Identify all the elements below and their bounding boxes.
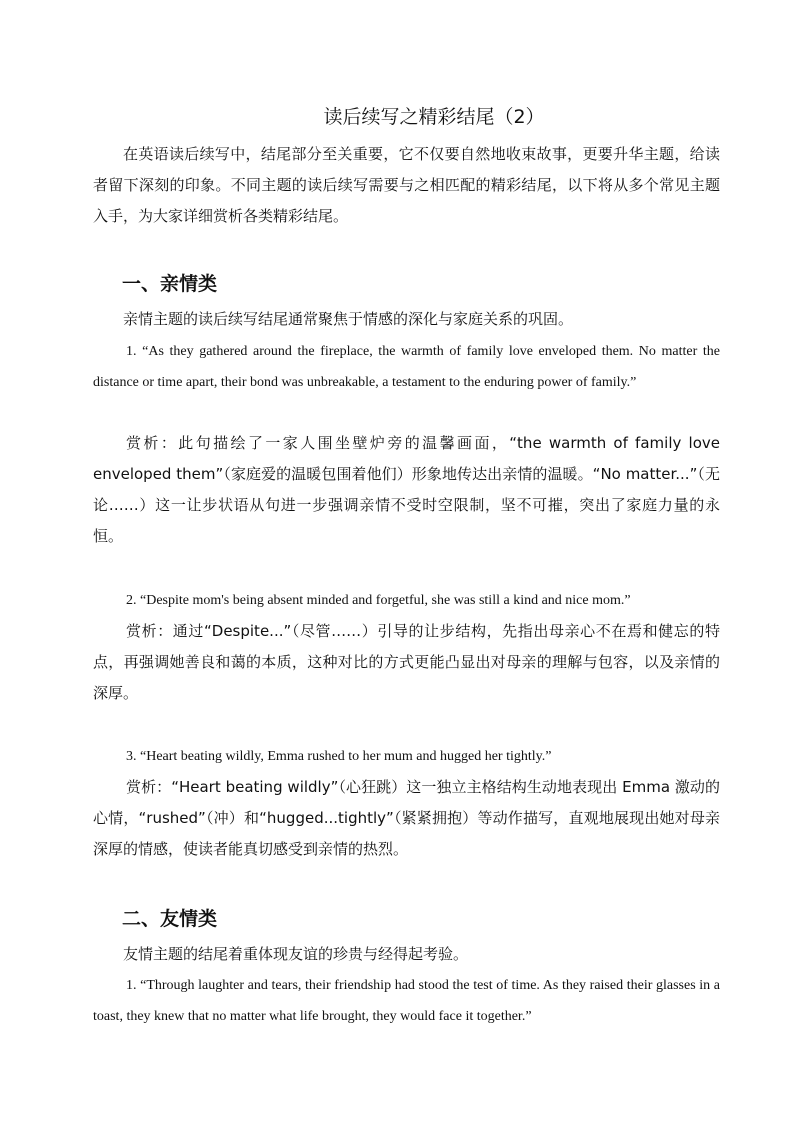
section-heading-family: 一、亲情类 <box>122 273 218 295</box>
section-lead-friendship: 友情主题的结尾着重体现友谊的珍贵与经得起考验。 <box>123 945 469 963</box>
document-title: 读后续写之精彩结尾（2） <box>323 106 545 128</box>
friendship-quote-1: 1. “Through laughter and tears, their friendship had stood the test of time. As they raised their glasses in a toast, they knew that no matter what life brought, they would face it together.” <box>93 978 720 1024</box>
family-analysis-2: 赏析：通过“Despite...”（尽管……）引导的让步结构，先指出母亲心不在焉和健忘的特点，再强调她善良和蔼的本质，这种对比的方式更能凸显出对母亲的理解与包容，以及亲情的深厚。 <box>93 622 720 702</box>
family-quote-1: 1. “As they gathered around the fireplace, the warmth of family love enveloped them. No matter the distance or time apart, their bond was unbreakable, a testament to the enduring power of family.” <box>93 344 720 390</box>
family-analysis-3: 赏析：“Heart beating wildly”（心狂跳）这一独立主格结构生动地表现出 Emma 激动的心情，“rushed”（冲）和“hugged...tightly”（紧紧拥抱）等动作描写，直观地展现出她对母亲深厚的情感，使读者能真切感受到亲情的热烈。 <box>93 778 720 858</box>
family-quote-3: 3. “Heart beating wildly, Emma rushed to her mum and hugged her tightly.” <box>126 749 552 764</box>
family-quote-2: 2. “Despite mom's being absent minded and forgetful, she was still a kind and nice mom.” <box>126 593 631 608</box>
section-lead-family: 亲情主题的读后续写结尾通常聚焦于情感的深化与家庭关系的巩固。 <box>123 310 574 328</box>
family-analysis-1: 赏析：此句描绘了一家人围坐壁炉旁的温馨画面，“the warmth of family love enveloped them”（家庭爱的温暖包围着他们）形象地传达出亲情的温暖。“No matter...”（无论……）这一让步状语从句进一步强调亲情不受时空限制，坚不可摧，突出了家庭力量的永恒。 <box>93 434 720 545</box>
section-heading-friendship: 二、友情类 <box>122 908 218 930</box>
intro-paragraph: 在英语读后续写中，结尾部分至关重要，它不仅要自然地收束故事，更要升华主题，给读者留下深刻的印象。不同主题的读后续写需要与之相匹配的精彩结尾，以下将从多个常见主题入手，为大家详细赏析各类精彩结尾。 <box>93 145 720 225</box>
